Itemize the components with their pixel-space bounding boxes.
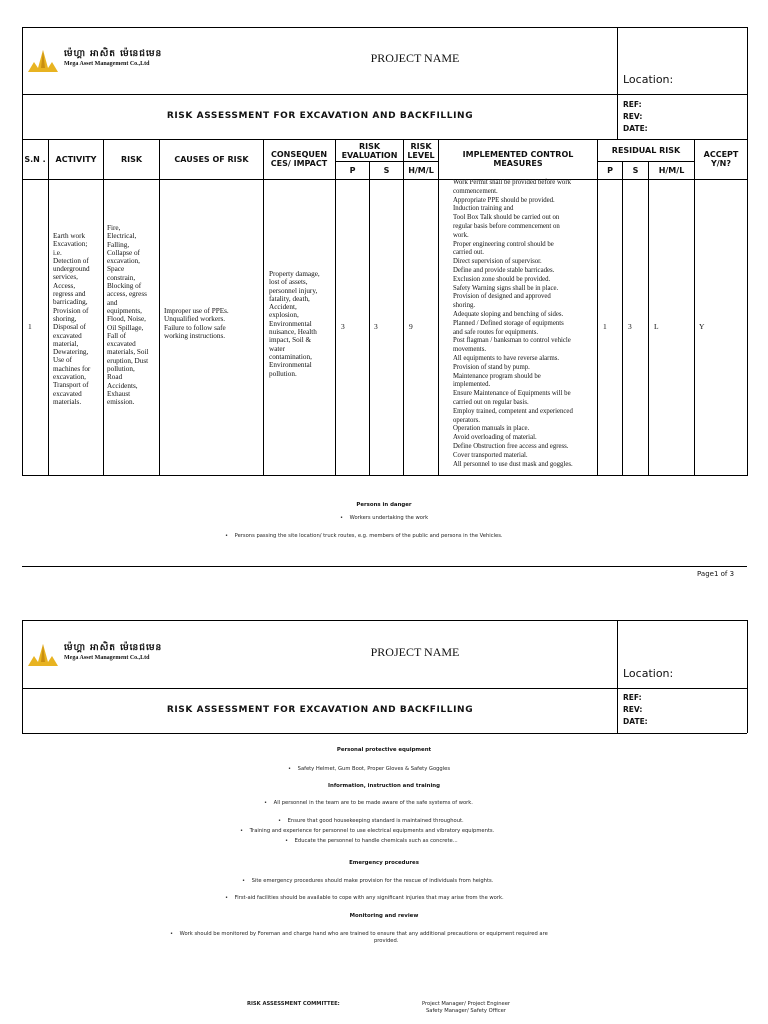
cell-line: excavated (53, 389, 82, 398)
cell-line: movements. (453, 346, 487, 354)
ppe-item-1: • Safety Helmet, Gum Boot, Proper Gloves & Safety Goggles (288, 766, 451, 772)
col-consequences: CONSEQUEN CES/ IMPACT (270, 150, 328, 168)
col-res-p: P (607, 166, 613, 175)
info-item-4: • Educate the personnel to handle chemicals such as concrete... (285, 838, 458, 844)
cell-line: constrain, (107, 273, 136, 282)
location-label: Location: (623, 667, 674, 680)
cell-line: Road (107, 373, 123, 382)
col-p: P (349, 166, 356, 175)
cell-line: excavated (107, 340, 136, 349)
row-res-p: 1 (603, 322, 607, 331)
company-logo (26, 44, 166, 78)
cell-line: Environmental (269, 361, 312, 370)
cell-line: shoring, (53, 314, 77, 323)
logo-icon (26, 640, 60, 670)
ref-label: REF: (623, 693, 642, 702)
cell-line: Maintenance program should be (453, 372, 541, 380)
cell-line: Work Permit shall be provided before work (453, 179, 571, 186)
cell-line: emission. (107, 398, 135, 407)
monitoring-item-1: • Work should be monitored by Foreman and charge hand who are trained to ensure that any additional precautions or equipment required are (170, 931, 548, 937)
cell-line: Transport of (53, 381, 89, 390)
cell-line: contamination, (269, 352, 312, 361)
persons-item-1: • Workers undertaking the work (340, 515, 429, 521)
cell-line: Exclusion zone should be provided. (453, 275, 551, 283)
cell-line: work. (453, 231, 469, 239)
cell-line: Provision of designed and approved (453, 293, 551, 301)
col-res-hml: H/M/L (658, 166, 685, 175)
cell-line: machines for (53, 364, 91, 373)
cell-line: Direct supervision of supervisor. (453, 258, 542, 266)
info-title: Information, instruction and training (327, 783, 440, 789)
cell-line: implemented. (453, 381, 491, 389)
col-causes: CAUSES OF RISK (174, 154, 249, 164)
committee-member-1: Project Manager/ Project Engineer (422, 1001, 511, 1007)
col-accept: ACCEPT Y/N? (703, 150, 739, 168)
company-khmer-name: ម៉េហ្គា អាសិត ម៉េនេជមេន (64, 643, 163, 653)
cell-line: explosion, (269, 311, 299, 320)
cell-line: Collapse of (107, 248, 140, 257)
cell-line: Induction training and (453, 205, 514, 213)
cell-line: and (107, 298, 118, 307)
cell-line: Blocking of (107, 282, 142, 291)
col-control-measures: IMPLEMENTED CONTROL MEASURES (462, 150, 574, 168)
cell-line: Post flagman / banksman to control vehicle (453, 337, 571, 345)
cell-line: Define and provide stable barricades. (453, 266, 555, 274)
cell-line: shoring. (453, 302, 476, 310)
col-res-s: S (632, 166, 639, 175)
location-label: Location: (623, 73, 674, 86)
cell-line: excavated (53, 331, 82, 340)
cell-line: regular basis before commencement on (453, 222, 560, 230)
cell-line: Cover transported material. (453, 451, 528, 459)
cell-line: Employ trained, competent and experienced (453, 407, 573, 415)
cell-line: eruption, Dust (107, 356, 149, 365)
cell-line: Fire, (107, 224, 121, 232)
rev-label: REV: (623, 112, 643, 121)
cell-line: Safety Warning signs shall be in place. (453, 284, 559, 292)
cell-line: Define Obstruction free access and egress. (453, 442, 569, 450)
col-risk: RISK (120, 154, 143, 164)
cell-line: fatality, death, (269, 294, 310, 303)
cell-line: Excavation; (53, 240, 88, 249)
committee-member-2: Safety Manager/ Safety Officer (426, 1008, 506, 1014)
cell-line: Operation manuals in place. (453, 425, 530, 433)
row-activity (53, 232, 103, 406)
persons-item-2: • Persons passing the site location/ truck routes, e.g. members of the public and persons in the Vehicles. (225, 533, 503, 539)
cell-line: and safe routes for equipments. (453, 328, 539, 336)
cell-line: underground (53, 265, 90, 274)
cell-line: Electrical, (107, 232, 137, 241)
project-name: PROJECT NAME (370, 645, 460, 659)
row-causes (164, 307, 262, 340)
col-sn: S.N . (24, 154, 46, 164)
col-residual-risk: RESIDUAL RISK (611, 146, 681, 155)
cell-line: All equipments to have reverse alarms. (453, 354, 560, 362)
persons-title: Persons in danger (356, 502, 412, 508)
monitoring-title: Monitoring and review (349, 913, 419, 919)
company-logo-2 (26, 638, 166, 672)
cell-line: pollution. (269, 369, 297, 378)
cell-line: access, egress (107, 290, 147, 299)
emergency-title: Emergency procedures (349, 860, 419, 866)
cell-line: commencement. (453, 187, 498, 195)
emergency-item-1: • Site emergency procedures should make provision for the rescue of individuals from heights. (242, 878, 494, 884)
info-item-1: • All personnel in the team are to be made aware of the safe systems of work. (264, 800, 473, 806)
cell-line: Fall of (107, 331, 126, 340)
cell-line: materials. (53, 397, 82, 406)
cell-line: Flood, Noise, (107, 315, 146, 324)
cell-line: Access, (53, 281, 76, 290)
cell-line: i.e. (53, 248, 62, 257)
committee-label: RISK ASSESSMENT COMMITTEE: (247, 1001, 340, 1007)
cell-line: Space (107, 265, 125, 274)
cell-line: Property damage, (269, 270, 320, 278)
cell-line: excavation, (107, 257, 140, 266)
ref-label: REF: (623, 100, 642, 109)
rev-label: REV: (623, 705, 643, 714)
cell-line: Falling, (107, 240, 130, 249)
company-name: Mega Asset Management Co.,Ltd (64, 655, 150, 661)
cell-line: Oil Spillage, (107, 323, 144, 332)
cell-line: Unqualified workers. (164, 315, 226, 324)
emergency-item-2: • First-aid facilities should be available to cope with any significant injuries that may arise from the work. (225, 895, 504, 901)
document-title: RISK ASSESSMENT FOR EXCAVATION AND BACKFILLING (166, 705, 474, 715)
cell-line: All personnel to use dust mask and goggles. (453, 460, 573, 468)
date-label: DATE: (623, 717, 648, 726)
col-risk-level: RISK LEVEL (407, 141, 435, 160)
cell-line: Use of (53, 356, 72, 365)
row-p: 3 (341, 322, 345, 331)
row-accept: Y (699, 322, 705, 331)
cell-line: Provision of (53, 306, 89, 315)
company-name: Mega Asset Management Co.,Ltd (64, 61, 150, 67)
cell-line: materials, Soil (107, 348, 149, 357)
cell-line: Earth work (53, 232, 86, 240)
cell-line: Adequate sloping and benching of sides. (453, 310, 564, 318)
row-risk (107, 224, 159, 407)
row-control-measures (453, 179, 597, 469)
cell-line: water (269, 344, 285, 353)
cell-line: pollution, (107, 365, 135, 374)
cell-line: Accident, (269, 303, 297, 312)
logo-icon (26, 46, 60, 76)
col-risk-evaluation: RISK EVALUATION (341, 141, 398, 160)
info-item-3: • Training and experience for personnel to use electrical equipments and vibratory equipments. (240, 828, 495, 834)
row-res-s: 3 (628, 322, 632, 331)
monitoring-item-1-cont: provided. (374, 938, 399, 944)
cell-line: impact, Soil & (269, 336, 312, 345)
project-name: PROJECT NAME (370, 51, 460, 65)
cell-line: Exhaust (107, 389, 131, 398)
cell-line: nuisance, Health (269, 328, 317, 337)
cell-line: lost of assets, (269, 278, 308, 287)
cell-line: equipments, (107, 306, 142, 315)
date-label: DATE: (623, 124, 648, 133)
row-res-level: L (654, 322, 659, 331)
row-level: 9 (409, 322, 413, 331)
cell-line: Ensure Maintenance of Equipments will be (453, 390, 571, 398)
cell-line: working instructions. (164, 331, 226, 340)
cell-line: excavation, (53, 373, 86, 382)
col-activity: ACTIVITY (55, 154, 97, 164)
cell-line: Failure to follow safe (164, 323, 226, 332)
cell-line: Planned / Defined storage of equipments (453, 319, 564, 327)
cell-line: Tool Box Talk should be carried out on (453, 214, 560, 222)
cell-line: material, (53, 339, 79, 348)
page-number: Page1 of 3 (697, 570, 735, 578)
ppe-title: Personal protective equipment (336, 747, 432, 753)
col-s: S (383, 166, 390, 175)
cell-line: Proper engineering control should be (453, 240, 554, 248)
cell-line: personnel injury, (269, 286, 318, 295)
company-khmer-name: ម៉េហ្គា អាសិត ម៉េនេជមេន (64, 49, 163, 59)
cell-line: Improper use of PPEs. (164, 307, 229, 315)
cell-line: carried out on regular basis. (453, 398, 529, 406)
cell-line: carried out. (453, 249, 484, 257)
row-s: 3 (374, 322, 378, 331)
cell-line: barricading, (53, 298, 88, 307)
col-hml: H/M/L (408, 166, 434, 175)
cell-line: Provision of stand by pump. (453, 363, 530, 371)
cell-line: services, (53, 273, 78, 282)
cell-line: Dewatering, (53, 348, 89, 357)
cell-line: Environmental (269, 319, 312, 328)
cell-line: operators. (453, 416, 480, 424)
cell-line: Appropriate PPE should be provided. (453, 196, 555, 204)
cell-line: regress and (53, 290, 86, 299)
row-consequences (269, 270, 335, 378)
cell-line: Accidents, (107, 381, 138, 390)
info-item-2: • Ensure that good housekeeping standard is maintained throughout. (278, 818, 464, 824)
row-sn: 1 (28, 322, 32, 331)
document-title: RISK ASSESSMENT FOR EXCAVATION AND BACKFILLING (166, 111, 474, 121)
cell-line: Avoid overloading of material. (453, 434, 537, 442)
cell-line: Disposal of (53, 323, 86, 332)
cell-line: Detection of (53, 256, 89, 265)
